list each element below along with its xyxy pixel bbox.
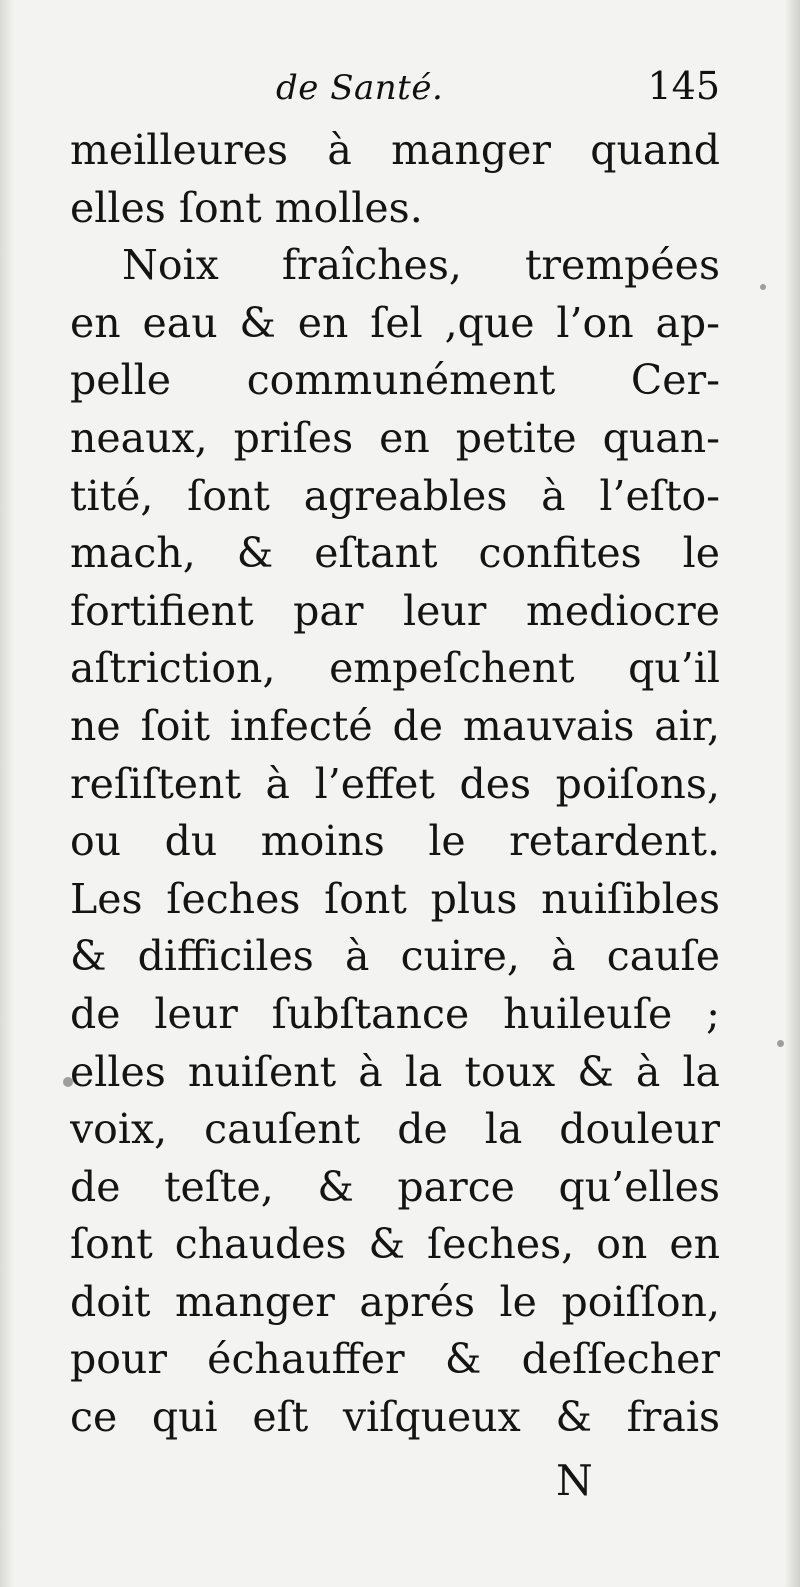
ink-speck [760,284,766,290]
text-line: mach, & eſtant confites le [70,529,720,578]
text-line: pelle communément Cer- [70,356,720,405]
text-line: meilleures à manger quand [70,126,720,174]
text-line: neaux, priſes en petite quan- [70,413,720,462]
text-line: tité, ſont agreables à l’eſto- [70,471,720,520]
text-line: elles nuiſent à la toux & à la [70,1047,720,1096]
ink-speck [63,1077,73,1087]
text-line: Noix fraîches, trempées [122,241,720,290]
text-line: reſiſtent à l’effet des poiſons, [70,759,720,808]
catchword: N [556,1456,593,1505]
text-line: elles ſont molles. [70,183,423,232]
text-line: en eau & en ſel ,que l’on ap- [70,298,720,347]
text-line: Les ſeches ſont plus nuiſibles [70,874,720,923]
page-number: 145 [647,64,720,108]
body-text [70,122,720,1447]
text-line: aſtriction, empeſchent qu’il [70,644,720,693]
text-line: ne ſoit infecté de mauvais air, [70,701,720,750]
ink-speck [777,1040,784,1047]
text-line: de leur ſubſtance huileuſe ; [70,989,720,1038]
text-line: de teſte, & parce qu’elles [70,1162,720,1211]
page-edge-shadow-left [0,0,14,1587]
page-edge-shadow-right [784,0,800,1587]
text-line: & difficiles à cuire, à cauſe [70,932,720,981]
running-head: de Santé. [276,68,444,108]
text-line: ſont chaudes & ſeches, on en [70,1220,720,1269]
text-line: ce qui eſt viſqueux & frais [70,1393,720,1442]
text-line: fortifient par leur mediocre [70,586,720,635]
page-header [70,62,720,122]
text-line: ou du moins le retardent. [70,817,720,866]
text-line: doit manger aprés le poiſſon, [70,1277,720,1326]
text-line: pour échauffer & deſſecher [70,1335,720,1384]
text-line: voix, cauſent de la douleur [70,1105,720,1154]
